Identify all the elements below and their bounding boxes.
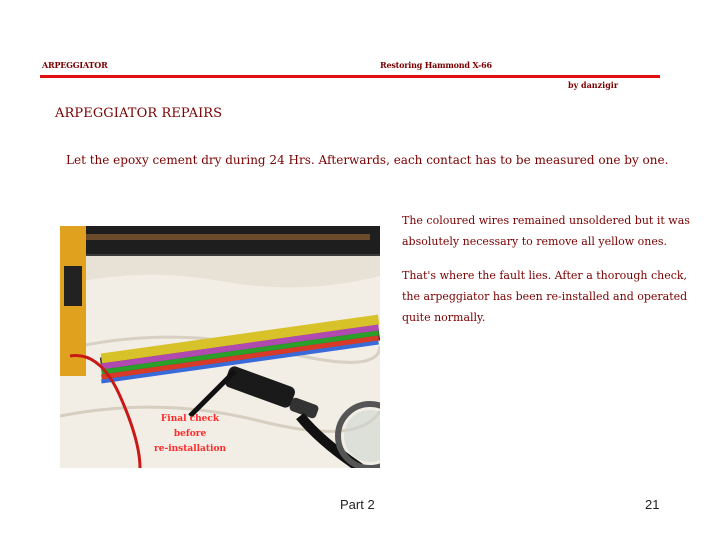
intro-text: Let the epoxy cement dry during 24 Hrs. Afterwards, each contact has to be measured one by one.: [66, 153, 669, 167]
page-number: 21: [645, 497, 660, 512]
header-center-label: Restoring Hammond X-66: [380, 60, 492, 70]
header-byline: by danzigir: [568, 80, 619, 90]
photo-caption-line-1: Final check before: [160, 414, 220, 439]
page-title: ARPEGGIATOR REPAIRS: [55, 106, 223, 121]
header-divider: [40, 75, 660, 78]
paragraph-1: The coloured wires remained unsoldered but it was absolutely necessary to remove all yellow ones.: [402, 214, 690, 248]
photo-caption-line-2: re-installation: [153, 444, 226, 454]
header-left-label: ARPEGGIATOR: [42, 60, 108, 70]
paragraph-2: That's where the fault lies. After a thorough check, the arpeggiator has been re-installed and operated quite normally.: [402, 269, 688, 324]
photo-caption: [150, 412, 230, 457]
footer-part-label: Part 2: [340, 497, 375, 512]
